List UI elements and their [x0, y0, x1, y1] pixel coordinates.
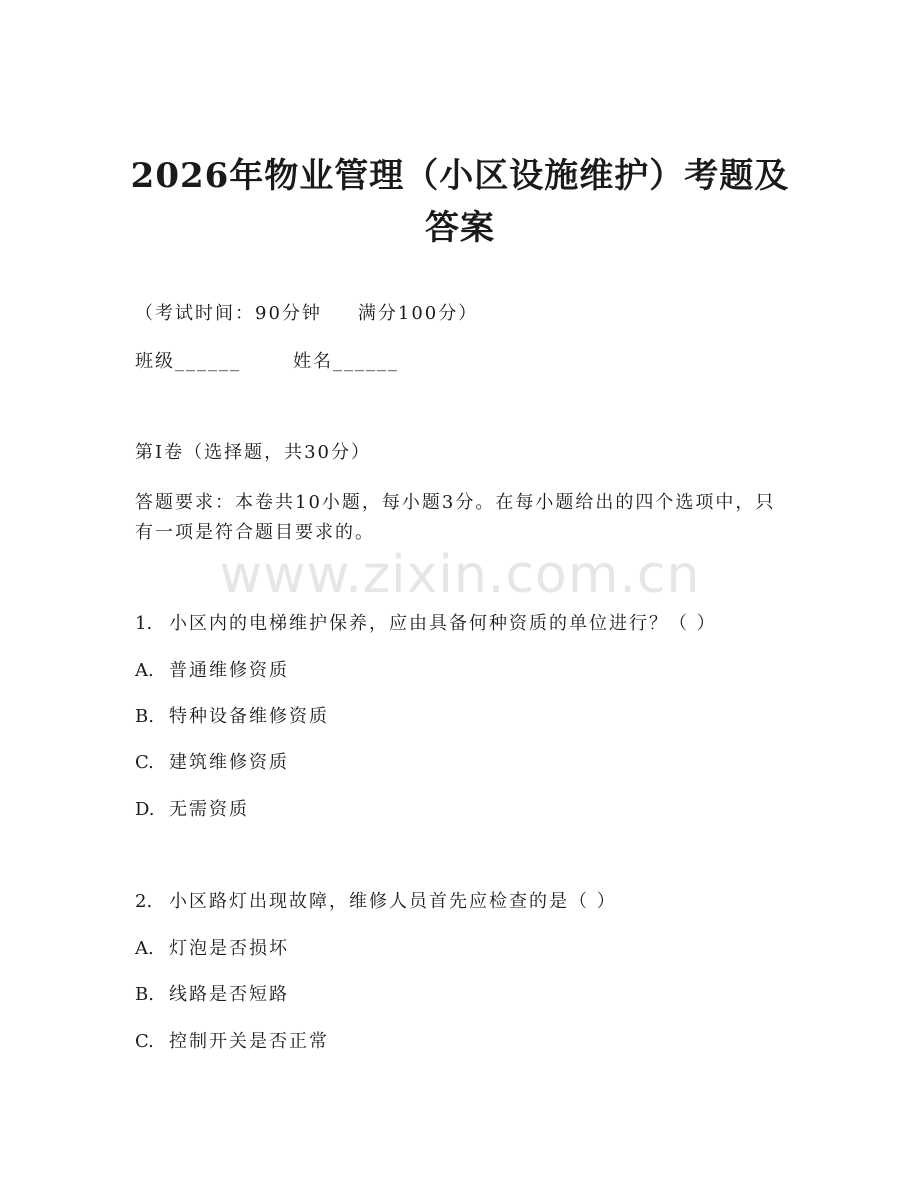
option-text: 特种设备维修资质 — [169, 706, 329, 727]
question-1 — [135, 611, 717, 637]
watermark: www.zixin.com.cn — [219, 545, 701, 605]
option-letter: C. — [135, 1031, 154, 1052]
question-number: 2. — [135, 891, 153, 912]
instructions: 答题要求：本卷共10小题，每小题3分。在每小题给出的四个选项中，只有一项是符合题目要求的。 — [135, 492, 776, 543]
option-letter: C. — [135, 752, 154, 773]
question-2-option-c — [135, 1029, 329, 1055]
option-text: 无需资质 — [169, 799, 249, 820]
question-2-option-b — [135, 982, 289, 1008]
question-text: 小区内的电梯维护保养，应由具备何种资质的单位进行？（ ） — [169, 613, 717, 634]
option-text: 普通维修资质 — [169, 660, 289, 681]
option-letter: A. — [135, 660, 154, 681]
option-letter: B. — [135, 984, 154, 1005]
exam-info — [135, 301, 478, 327]
name-label: 姓名______ — [293, 351, 399, 372]
option-text: 灯泡是否损坏 — [169, 938, 289, 959]
section-title: 第Ⅰ卷（选择题，共30分） — [135, 442, 372, 463]
question-1-option-d — [135, 797, 249, 823]
class-label: 班级______ — [135, 351, 241, 372]
exam-time: （考试时间：90分钟 — [135, 303, 322, 324]
option-letter: D. — [135, 799, 155, 820]
question-1-option-c — [135, 750, 289, 776]
full-score: 满分100分） — [357, 303, 479, 324]
student-info — [135, 349, 399, 375]
option-letter: A. — [135, 938, 154, 959]
question-2 — [135, 889, 617, 915]
question-number: 1. — [135, 613, 153, 634]
option-text: 控制开关是否正常 — [169, 1031, 329, 1052]
document-title: 2026年物业管理（小区设施维护）考题及答案 — [130, 156, 790, 248]
question-1-option-a — [135, 658, 289, 684]
question-text: 小区路灯出现故障，维修人员首先应检查的是（ ） — [169, 891, 617, 912]
question-1-option-b — [135, 704, 329, 730]
option-text: 线路是否短路 — [169, 984, 289, 1005]
question-2-option-a — [135, 936, 289, 962]
option-letter: B. — [135, 706, 154, 727]
option-text: 建筑维修资质 — [169, 752, 289, 773]
